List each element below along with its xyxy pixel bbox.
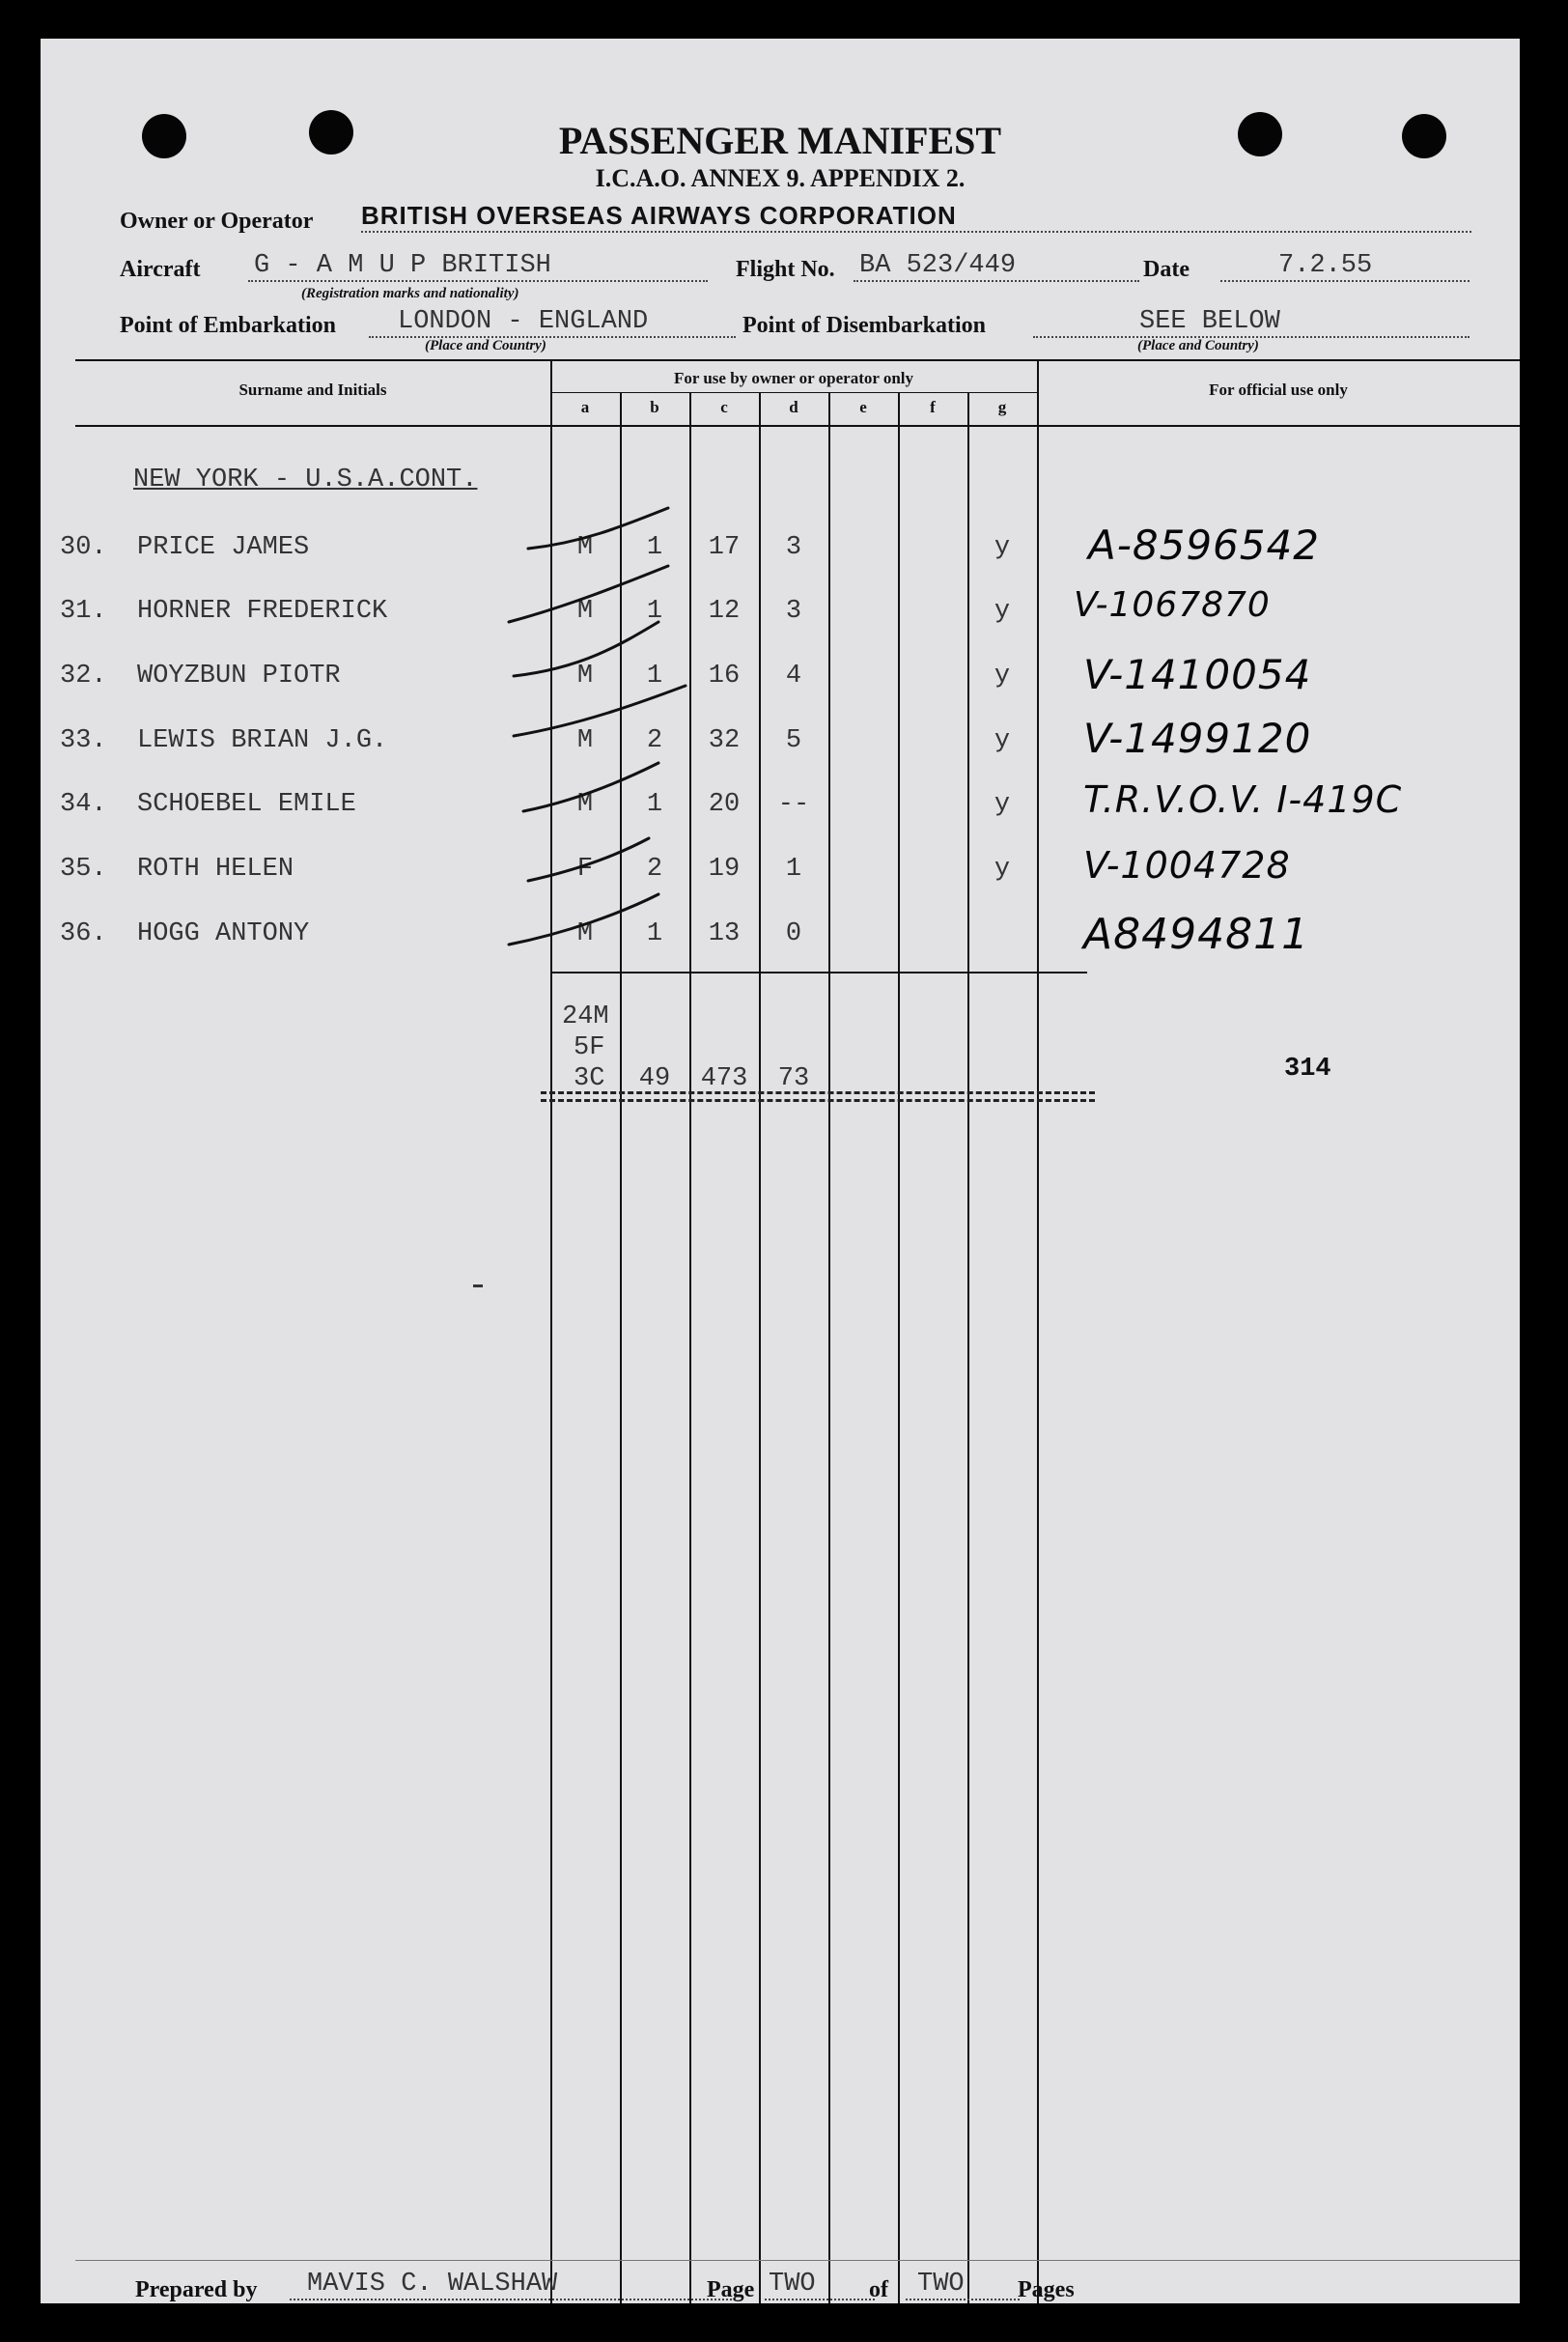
- cell-g: y: [994, 662, 1011, 691]
- owner-value: BRITISH OVERSEAS AIRWAYS CORPORATION: [361, 201, 1471, 233]
- cell-b: 2: [646, 855, 663, 884]
- embarkation-note: (Place and Country): [425, 338, 546, 353]
- cell-d: 4: [785, 662, 802, 691]
- official-entry: V-1067870: [1074, 585, 1271, 625]
- row-number: 35.: [60, 855, 107, 884]
- prepared-value: MAVIS C. WALSHAW: [290, 2270, 732, 2300]
- passenger-name: ROTH HELEN: [137, 855, 294, 884]
- passenger-name: WOYZBUN PIOTR: [137, 662, 341, 691]
- row-number: 32.: [60, 662, 107, 691]
- cell-c: 19: [708, 855, 741, 884]
- cell-d: --: [777, 790, 810, 819]
- total-females: 5F: [574, 1033, 605, 1062]
- official-header: For official use only: [1209, 381, 1348, 399]
- passenger-name: SCHOEBEL EMILE: [137, 790, 356, 819]
- total-c: 473: [700, 1064, 748, 1093]
- owner-label: Owner or Operator: [120, 209, 314, 234]
- cell-b: 1: [646, 919, 663, 948]
- page-subtitle: I.C.A.O. ANNEX 9. APPENDIX 2.: [595, 164, 966, 192]
- disembarkation-label: Point of Disembarkation: [742, 313, 986, 338]
- row-number: 34.: [60, 790, 107, 819]
- row-number: 30.: [60, 533, 107, 562]
- cell-a: M: [576, 726, 594, 755]
- disembarkation-value: SEE BELOW: [1033, 307, 1470, 338]
- page-value: TWO: [765, 2270, 875, 2300]
- check-stroke: [509, 894, 658, 945]
- cell-c: 13: [708, 919, 741, 948]
- embarkation-label: Point of Embarkation: [120, 313, 337, 338]
- of-value: TWO: [906, 2270, 1020, 2300]
- col-header-b: b: [650, 398, 659, 416]
- page-label: Page: [707, 2277, 755, 2302]
- passenger-name: LEWIS BRIAN J.G.: [137, 726, 388, 755]
- row-number: 31.: [60, 597, 107, 626]
- cell-a: M: [576, 662, 594, 691]
- pages-label: Pages: [1018, 2277, 1075, 2302]
- manifest-sheet: [41, 39, 1520, 2303]
- cell-g: y: [994, 597, 1011, 626]
- cell-b: 2: [646, 726, 663, 755]
- date-label: Date: [1143, 257, 1190, 282]
- cell-g: y: [994, 855, 1011, 884]
- cell-b: 1: [646, 662, 663, 691]
- col-header-c: c: [720, 398, 728, 416]
- passenger-name: HOGG ANTONY: [137, 919, 310, 948]
- totals-rule: [541, 1099, 1095, 1102]
- check-stroke: [514, 686, 686, 736]
- cell-c: 20: [708, 790, 741, 819]
- cell-g: y: [994, 790, 1011, 819]
- cell-c: 16: [708, 662, 741, 691]
- cell-d: 1: [785, 855, 802, 884]
- operator-header: For use by owner or operator only: [673, 369, 914, 387]
- check-stroke: [528, 508, 668, 549]
- row-number: 33.: [60, 726, 107, 755]
- prepared-label: Prepared by: [135, 2277, 258, 2302]
- flight-value: BA 523/449: [854, 251, 1139, 282]
- disembarkation-note: (Place and Country): [1137, 338, 1259, 353]
- check-stroke: [528, 838, 649, 881]
- cell-d: 3: [785, 597, 802, 626]
- total-males: 24M: [562, 1002, 609, 1031]
- check-stroke: [509, 566, 668, 622]
- of-label: of: [869, 2277, 888, 2302]
- official-entry: V-1410054: [1083, 651, 1312, 698]
- passenger-name: HORNER FREDERICK: [137, 597, 388, 626]
- official-entry: T.R.V.O.V. I-419C: [1083, 778, 1403, 821]
- aircraft-value: G - A M U P BRITISH: [248, 251, 708, 282]
- check-strokes: [41, 39, 1520, 1004]
- total-b: 49: [638, 1064, 671, 1093]
- cell-a: M: [576, 919, 594, 948]
- passenger-name: PRICE JAMES: [137, 533, 310, 562]
- page-title: PASSENGER MANIFEST: [558, 119, 1002, 162]
- cell-a: M: [576, 533, 594, 562]
- cell-a: F: [576, 855, 594, 884]
- stray-mark: [473, 1284, 483, 1287]
- flight-label: Flight No.: [736, 257, 835, 282]
- official-entry: A8494811: [1083, 910, 1310, 959]
- col-header-f: f: [930, 398, 936, 416]
- cell-b: 1: [646, 790, 663, 819]
- date-value: 7.2.55: [1220, 251, 1470, 282]
- cell-g: y: [994, 533, 1011, 562]
- cell-g: y: [994, 726, 1011, 755]
- total-d: 73: [777, 1064, 810, 1093]
- cell-b: 1: [646, 597, 663, 626]
- cell-c: 32: [708, 726, 741, 755]
- cell-d: 5: [785, 726, 802, 755]
- total-official: 314: [1284, 1055, 1331, 1084]
- cell-b: 1: [646, 533, 663, 562]
- destination-heading: NEW YORK - U.S.A.CONT.: [133, 466, 478, 494]
- cell-d: 3: [785, 533, 802, 562]
- col-header-g: g: [997, 398, 1007, 416]
- cell-c: 17: [708, 533, 741, 562]
- official-entry: V-1499120: [1083, 715, 1312, 762]
- row-number: 36.: [60, 919, 107, 948]
- cell-a: M: [576, 790, 594, 819]
- totals-rule: [541, 1091, 1095, 1094]
- check-stroke: [514, 622, 658, 676]
- cell-c: 12: [708, 597, 741, 626]
- aircraft-label: Aircraft: [120, 257, 201, 282]
- official-entry: V-1004728: [1083, 844, 1291, 887]
- cell-d: 0: [785, 919, 802, 948]
- col-header-e: e: [859, 398, 867, 416]
- total-children: 3C: [574, 1064, 605, 1093]
- col-header-a: a: [580, 398, 590, 416]
- official-entry: A-8596542: [1088, 522, 1320, 569]
- surname-header: Surname and Initials: [238, 381, 387, 399]
- embarkation-value: LONDON - ENGLAND: [369, 307, 736, 338]
- check-stroke: [523, 763, 658, 811]
- footer-top-rule: [75, 2260, 1520, 2261]
- aircraft-note: (Registration marks and nationality): [301, 286, 519, 301]
- col-header-d: d: [789, 398, 798, 416]
- cell-a: M: [576, 597, 594, 626]
